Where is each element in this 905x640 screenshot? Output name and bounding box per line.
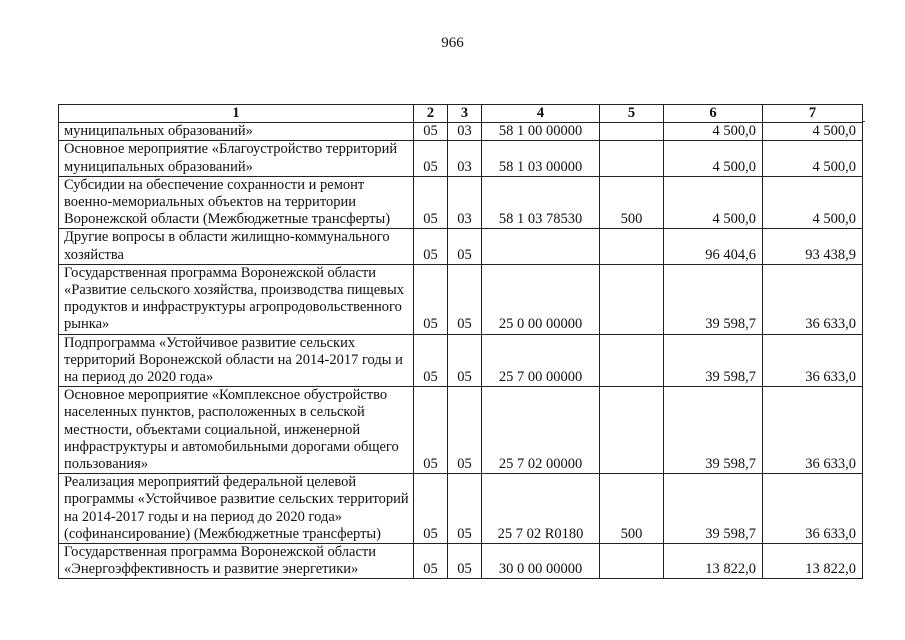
row-target-code: 58 1 00 00000 — [482, 123, 600, 141]
row-expense-type — [600, 141, 664, 176]
row-sum-col7: 4 500,0 — [763, 176, 863, 229]
row-subsection: 05 — [448, 334, 482, 387]
row-name: Субсидии на обеспечение сохранности и ремонт военно-мемориальных объектов на территории Воронежской области (Межбюджетные трансферты) — [59, 176, 414, 229]
row-sum-col7: 36 633,0 — [763, 474, 863, 544]
row-target-code: 25 7 02 R0180 — [482, 474, 600, 544]
row-section: 05 — [414, 334, 448, 387]
row-section: 05 — [414, 176, 448, 229]
row-subsection: 05 — [448, 387, 482, 474]
row-sum-col6: 4 500,0 — [664, 141, 763, 176]
page-number: 966 — [441, 35, 464, 51]
row-subsection: 05 — [448, 544, 482, 579]
row-section: 05 — [414, 387, 448, 474]
header-col-7: 7 — [763, 105, 863, 123]
header-col-1: 1 — [59, 105, 414, 123]
table-row — [59, 387, 863, 474]
row-subsection: 05 — [448, 229, 482, 264]
row-section: 05 — [414, 229, 448, 264]
row-expense-type — [600, 387, 664, 474]
row-sum-col6: 96 404,6 — [664, 229, 763, 264]
row-sum-col7: 36 633,0 — [763, 334, 863, 387]
row-subsection: 05 — [448, 264, 482, 334]
row-sum-col6: 13 822,0 — [664, 544, 763, 579]
row-section: 05 — [414, 141, 448, 176]
row-name: Основное мероприятие «Комплексное обустройство населенных пунктов, расположенных в сельской местности, объектами социальной, инженерной инфраструктуры и автомобильными дорогами общего пользования» — [59, 387, 414, 474]
row-sum-col6: 4 500,0 — [664, 176, 763, 229]
row-expense-type: 500 — [600, 176, 664, 229]
row-target-code: 25 7 00 00000 — [482, 334, 600, 387]
row-section: 05 — [414, 544, 448, 579]
row-target-code: 58 1 03 78530 — [482, 176, 600, 229]
row-target-code: 25 7 02 00000 — [482, 387, 600, 474]
row-expense-type — [600, 264, 664, 334]
row-sum-col7: 4 500,0 — [763, 123, 863, 141]
row-sum-col7: 93 438,9 — [763, 229, 863, 264]
row-expense-type — [600, 544, 664, 579]
row-sum-col7: 13 822,0 — [763, 544, 863, 579]
row-sum-col6: 39 598,7 — [664, 387, 763, 474]
header-col-2: 2 — [414, 105, 448, 123]
table-row — [59, 544, 863, 579]
table-row — [59, 334, 863, 387]
table-row — [59, 264, 863, 334]
header-row — [59, 105, 863, 123]
row-expense-type — [600, 123, 664, 141]
row-section: 05 — [414, 264, 448, 334]
row-subsection: 03 — [448, 123, 482, 141]
header-col-3: 3 — [448, 105, 482, 123]
row-sum-col6: 39 598,7 — [664, 264, 763, 334]
row-name: Реализация мероприятий федеральной целевой программы «Устойчивое развитие сельских территорий на 2014-2017 годы и на период до 2020 года» (софинансирование) (Межбюджетные трансферты) — [59, 474, 414, 544]
table-row — [59, 141, 863, 176]
table-row — [59, 176, 863, 229]
row-sum-col6: 39 598,7 — [664, 334, 763, 387]
row-name: Основное мероприятие «Благоустройство территорий муниципальных образований» — [59, 141, 414, 176]
header-col-5: 5 — [600, 105, 664, 123]
row-target-code: 30 0 00 00000 — [482, 544, 600, 579]
table-row — [59, 229, 863, 264]
row-sum-col7: 36 633,0 — [763, 387, 863, 474]
page-edge-mark — [863, 121, 865, 122]
row-subsection: 05 — [448, 474, 482, 544]
row-sum-col6: 39 598,7 — [664, 474, 763, 544]
row-sum-col7: 36 633,0 — [763, 264, 863, 334]
row-target-code: 58 1 03 00000 — [482, 141, 600, 176]
row-name: Государственная программа Воронежской области «Развитие сельского хозяйства, производства пищевых продуктов и инфраструктуры агропродовольственного рынка» — [59, 264, 414, 334]
row-section: 05 — [414, 123, 448, 141]
table-row — [59, 474, 863, 544]
row-name: Государственная программа Воронежской области «Энергоэффективность и развитие энергетики» — [59, 544, 414, 579]
row-expense-type: 500 — [600, 474, 664, 544]
header-col-6: 6 — [664, 105, 763, 123]
row-name: муниципальных образований» — [59, 123, 414, 141]
header-col-4: 4 — [482, 105, 600, 123]
row-subsection: 03 — [448, 141, 482, 176]
row-sum-col6: 4 500,0 — [664, 123, 763, 141]
row-section: 05 — [414, 474, 448, 544]
table-row — [59, 123, 863, 141]
budget-table — [58, 104, 863, 579]
row-target-code — [482, 229, 600, 264]
row-expense-type — [600, 229, 664, 264]
row-subsection: 03 — [448, 176, 482, 229]
row-name: Подпрограмма «Устойчивое развитие сельских территорий Воронежской области на 2014-2017 годы и на период до 2020 года» — [59, 334, 414, 387]
row-sum-col7: 4 500,0 — [763, 141, 863, 176]
row-name: Другие вопросы в области жилищно-коммунального хозяйства — [59, 229, 414, 264]
row-expense-type — [600, 334, 664, 387]
row-target-code: 25 0 00 00000 — [482, 264, 600, 334]
